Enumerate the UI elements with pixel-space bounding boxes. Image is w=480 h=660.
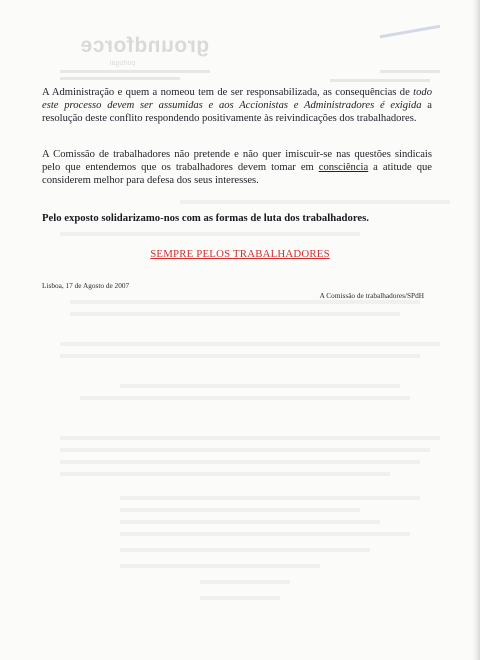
bleedthrough-swoosh — [380, 25, 440, 53]
paragraph-1-end: a resolução deste conflito respondendo positivamente às reivindicações dos trabalhadores. — [42, 100, 433, 124]
paragraph-2-start: A Comissão de trabalhadores não pretende e não quer imiscuir-se nas questões sindicais pelo que entendemos que os trabalhadores devem tomar em — [42, 149, 432, 173]
signature: A Comissão de trabalhadores/SPdH — [319, 291, 424, 300]
page-edge-shadow — [472, 0, 480, 660]
bleedthrough-line — [180, 200, 450, 204]
bleedthrough-line — [70, 312, 400, 316]
paragraph-1-start: A Administração e quem a nomeou tem de ser responsabilizada, as consequências de — [42, 87, 414, 98]
bleedthrough-logo-subtitle: portugal — [110, 60, 136, 67]
bleedthrough-line — [60, 472, 390, 476]
bleedthrough-address-lines — [60, 70, 220, 84]
paragraph-commission-stance — [42, 148, 432, 187]
bleedthrough-line — [120, 520, 380, 524]
bleedthrough-line — [120, 564, 320, 568]
bleedthrough-logo: groundforce — [80, 34, 210, 57]
paragraph-2-end: a atitude que considerem melhor para defesa dos seus interesses. — [42, 162, 432, 186]
bleedthrough-line — [120, 496, 420, 500]
bleedthrough-line — [200, 580, 290, 584]
paragraph-2-underlined: consciência — [318, 162, 369, 173]
bleedthrough-line — [120, 508, 360, 512]
paragraph-1-italic: todo este processo devem ser assumidas e aos Accionistas e Administradores é exigida — [42, 87, 432, 111]
bleedthrough-line — [120, 548, 370, 552]
bleedthrough-line — [60, 354, 420, 358]
bleedthrough-line — [70, 300, 420, 304]
bleedthrough-line — [60, 232, 360, 236]
solidarity-statement: Pelo exposto solidarizamo-nos com as formas de luta dos trabalhadores. — [42, 212, 369, 224]
bleedthrough-line — [60, 436, 440, 440]
place-date: Lisboa, 17 de Agosto de 2007 — [42, 281, 130, 290]
bleedthrough-line — [120, 532, 410, 536]
bleedthrough-line — [120, 384, 400, 388]
bleedthrough-right-lines — [330, 70, 450, 82]
motto: SEMPRE PELOS TRABALHADORES — [150, 248, 330, 260]
bleedthrough-line — [60, 342, 440, 346]
bleedthrough-line — [80, 396, 410, 400]
bleedthrough-line — [60, 448, 430, 452]
bleedthrough-line — [200, 596, 280, 600]
paragraph-responsibility — [42, 86, 432, 125]
bleedthrough-line — [60, 460, 420, 464]
